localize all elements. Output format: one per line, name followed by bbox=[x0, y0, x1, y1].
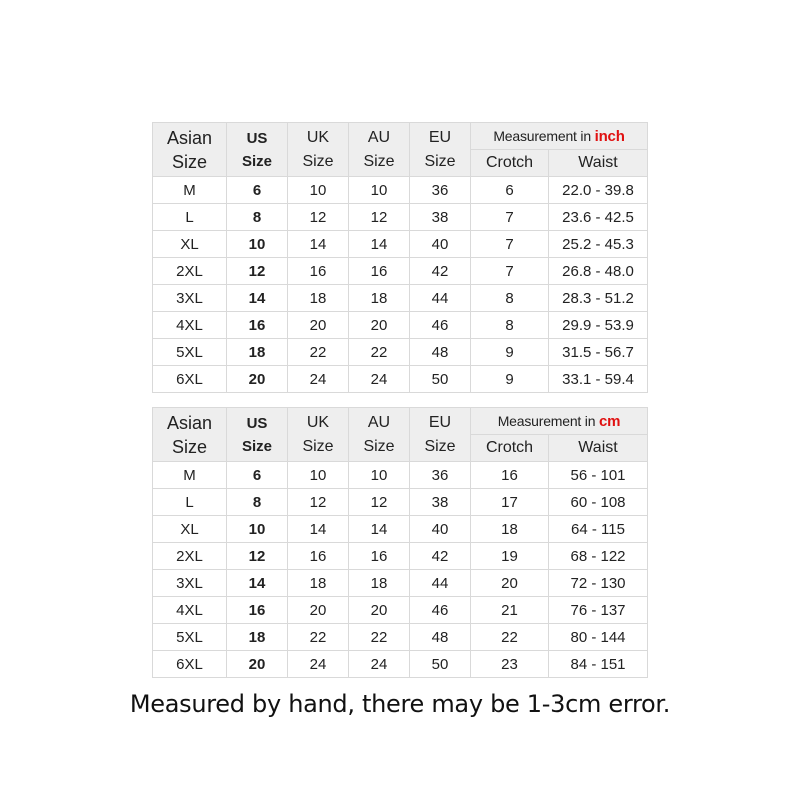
waist-cell: 56 - 101 bbox=[549, 462, 648, 489]
eu-size-cell: 36 bbox=[410, 177, 471, 204]
header-line2: Size bbox=[363, 437, 395, 455]
us-size-cell: 18 bbox=[227, 339, 288, 366]
table-row bbox=[153, 597, 648, 624]
au-size-cell: 22 bbox=[349, 624, 410, 651]
uk-size-cell: 16 bbox=[288, 543, 349, 570]
eu-size-cell: 48 bbox=[410, 339, 471, 366]
crotch-cell: 22 bbox=[471, 624, 549, 651]
uk-size-cell: 24 bbox=[288, 651, 349, 678]
table-row bbox=[153, 231, 648, 258]
table-row bbox=[153, 570, 648, 597]
au-size-cell: 16 bbox=[349, 258, 410, 285]
header-line1: Asian bbox=[166, 412, 213, 433]
asian-size-cell: 2XL bbox=[153, 543, 227, 570]
us-size-cell: 20 bbox=[227, 651, 288, 678]
table-row bbox=[153, 489, 648, 516]
table-row bbox=[153, 258, 648, 285]
waist-cell: 80 - 144 bbox=[549, 624, 648, 651]
eu-size-cell: 40 bbox=[410, 231, 471, 258]
uk-size-cell: 20 bbox=[288, 597, 349, 624]
asian-size-cell: 6XL bbox=[153, 366, 227, 393]
asian-size-cell: 6XL bbox=[153, 651, 227, 678]
crotch-header: Crotch bbox=[471, 150, 549, 177]
au-size-cell: 14 bbox=[349, 231, 410, 258]
table-row bbox=[153, 204, 648, 231]
asian-size-header bbox=[153, 408, 227, 462]
asian-size-cell: 5XL bbox=[153, 624, 227, 651]
crotch-cell: 18 bbox=[471, 516, 549, 543]
crotch-cell: 8 bbox=[471, 312, 549, 339]
us-size-cell: 16 bbox=[227, 597, 288, 624]
waist-cell: 84 - 151 bbox=[549, 651, 648, 678]
waist-cell: 68 - 122 bbox=[549, 543, 648, 570]
uk-size-cell: 16 bbox=[288, 258, 349, 285]
waist-cell: 25.2 - 45.3 bbox=[549, 231, 648, 258]
header-line2: Size bbox=[302, 437, 334, 455]
header-row bbox=[153, 123, 648, 150]
table-row bbox=[153, 543, 648, 570]
waist-cell: 22.0 - 39.8 bbox=[549, 177, 648, 204]
crotch-cell: 9 bbox=[471, 366, 549, 393]
au-size-cell: 20 bbox=[349, 312, 410, 339]
eu-size-cell: 44 bbox=[410, 285, 471, 312]
us-size-header bbox=[227, 123, 288, 177]
waist-cell: 33.1 - 59.4 bbox=[549, 366, 648, 393]
waist-cell: 60 - 108 bbox=[549, 489, 648, 516]
us-size-cell: 12 bbox=[227, 258, 288, 285]
crotch-cell: 9 bbox=[471, 339, 549, 366]
au-size-cell: 14 bbox=[349, 516, 410, 543]
measurement-unit: inch bbox=[594, 127, 625, 145]
table-row bbox=[153, 624, 648, 651]
header-line2: Size bbox=[424, 437, 456, 455]
uk-size-header bbox=[288, 123, 349, 177]
uk-size-cell: 22 bbox=[288, 339, 349, 366]
us-size-cell: 14 bbox=[227, 285, 288, 312]
uk-size-cell: 12 bbox=[288, 489, 349, 516]
au-size-header bbox=[349, 123, 410, 177]
uk-size-cell: 18 bbox=[288, 285, 349, 312]
uk-size-cell: 18 bbox=[288, 570, 349, 597]
header-line2: Size bbox=[241, 152, 272, 170]
asian-size-cell: 3XL bbox=[153, 570, 227, 597]
crotch-cell: 8 bbox=[471, 285, 549, 312]
measurement-prefix: Measurement in bbox=[493, 127, 591, 144]
asian-size-header bbox=[153, 123, 227, 177]
eu-size-cell: 48 bbox=[410, 624, 471, 651]
us-size-header bbox=[227, 408, 288, 462]
us-size-cell: 12 bbox=[227, 543, 288, 570]
eu-size-cell: 50 bbox=[410, 651, 471, 678]
eu-size-header bbox=[410, 408, 471, 462]
header-line1: UK bbox=[306, 128, 330, 146]
header-line2: Size bbox=[171, 151, 207, 172]
table-row bbox=[153, 285, 648, 312]
au-size-cell: 10 bbox=[349, 462, 410, 489]
crotch-cell: 7 bbox=[471, 231, 549, 258]
asian-size-cell: 4XL bbox=[153, 597, 227, 624]
header-line1: US bbox=[246, 129, 268, 147]
table-row bbox=[153, 312, 648, 339]
eu-size-cell: 46 bbox=[410, 597, 471, 624]
waist-cell: 76 - 137 bbox=[549, 597, 648, 624]
table-row bbox=[153, 366, 648, 393]
header-line2: Size bbox=[424, 152, 456, 170]
header-line1: AU bbox=[367, 413, 391, 431]
au-size-cell: 24 bbox=[349, 651, 410, 678]
us-size-cell: 8 bbox=[227, 489, 288, 516]
uk-size-cell: 14 bbox=[288, 231, 349, 258]
us-size-cell: 6 bbox=[227, 462, 288, 489]
header-line2: Size bbox=[302, 152, 334, 170]
table-row bbox=[153, 177, 648, 204]
asian-size-cell: L bbox=[153, 204, 227, 231]
table-row bbox=[153, 516, 648, 543]
eu-size-cell: 42 bbox=[410, 543, 471, 570]
crotch-cell: 6 bbox=[471, 177, 549, 204]
asian-size-cell: M bbox=[153, 177, 227, 204]
asian-size-cell: XL bbox=[153, 231, 227, 258]
us-size-cell: 18 bbox=[227, 624, 288, 651]
au-size-cell: 18 bbox=[349, 285, 410, 312]
asian-size-cell: 3XL bbox=[153, 285, 227, 312]
uk-size-cell: 22 bbox=[288, 624, 349, 651]
eu-size-cell: 40 bbox=[410, 516, 471, 543]
au-size-cell: 12 bbox=[349, 204, 410, 231]
uk-size-cell: 10 bbox=[288, 177, 349, 204]
eu-size-cell: 38 bbox=[410, 204, 471, 231]
crotch-cell: 17 bbox=[471, 489, 549, 516]
size-chart-inch bbox=[152, 122, 648, 393]
asian-size-cell: 4XL bbox=[153, 312, 227, 339]
header-line1: AU bbox=[367, 128, 391, 146]
crotch-header: Crotch bbox=[471, 435, 549, 462]
waist-cell: 31.5 - 56.7 bbox=[549, 339, 648, 366]
header-line1: Asian bbox=[166, 127, 213, 148]
header-line1: UK bbox=[306, 413, 330, 431]
au-size-header bbox=[349, 408, 410, 462]
us-size-cell: 6 bbox=[227, 177, 288, 204]
table-row bbox=[153, 462, 648, 489]
au-size-cell: 12 bbox=[349, 489, 410, 516]
eu-size-cell: 42 bbox=[410, 258, 471, 285]
eu-size-cell: 36 bbox=[410, 462, 471, 489]
uk-size-cell: 10 bbox=[288, 462, 349, 489]
au-size-cell: 22 bbox=[349, 339, 410, 366]
uk-size-header bbox=[288, 408, 349, 462]
table-row bbox=[153, 339, 648, 366]
header-line2: Size bbox=[363, 152, 395, 170]
eu-size-cell: 46 bbox=[410, 312, 471, 339]
header-line1: EU bbox=[428, 128, 452, 146]
header-row bbox=[153, 408, 648, 435]
au-size-cell: 16 bbox=[349, 543, 410, 570]
au-size-cell: 20 bbox=[349, 597, 410, 624]
measurement-header bbox=[471, 123, 648, 150]
table-body bbox=[153, 123, 648, 393]
measurement-unit: cm bbox=[599, 412, 621, 430]
crotch-cell: 19 bbox=[471, 543, 549, 570]
waist-cell: 72 - 130 bbox=[549, 570, 648, 597]
us-size-cell: 14 bbox=[227, 570, 288, 597]
crotch-cell: 7 bbox=[471, 258, 549, 285]
uk-size-cell: 20 bbox=[288, 312, 349, 339]
asian-size-cell: L bbox=[153, 489, 227, 516]
waist-cell: 26.8 - 48.0 bbox=[549, 258, 648, 285]
eu-size-cell: 50 bbox=[410, 366, 471, 393]
waist-cell: 23.6 - 42.5 bbox=[549, 204, 648, 231]
eu-size-cell: 44 bbox=[410, 570, 471, 597]
header-line1: US bbox=[246, 414, 268, 432]
size-chart-cm bbox=[152, 407, 648, 678]
measurement-prefix: Measurement in bbox=[497, 412, 596, 429]
waist-header: Waist bbox=[549, 150, 648, 177]
measurement-header bbox=[471, 408, 648, 435]
us-size-cell: 10 bbox=[227, 516, 288, 543]
au-size-cell: 10 bbox=[349, 177, 410, 204]
table-row bbox=[153, 651, 648, 678]
waist-cell: 29.9 - 53.9 bbox=[549, 312, 648, 339]
header-line2: Size bbox=[241, 437, 272, 455]
crotch-cell: 16 bbox=[471, 462, 549, 489]
header-line2: Size bbox=[171, 436, 207, 457]
au-size-cell: 24 bbox=[349, 366, 410, 393]
crotch-cell: 7 bbox=[471, 204, 549, 231]
us-size-cell: 8 bbox=[227, 204, 288, 231]
table-body bbox=[153, 408, 648, 678]
crotch-cell: 20 bbox=[471, 570, 549, 597]
waist-header: Waist bbox=[549, 435, 648, 462]
uk-size-cell: 14 bbox=[288, 516, 349, 543]
waist-cell: 64 - 115 bbox=[549, 516, 648, 543]
eu-size-header bbox=[410, 123, 471, 177]
uk-size-cell: 12 bbox=[288, 204, 349, 231]
us-size-cell: 20 bbox=[227, 366, 288, 393]
au-size-cell: 18 bbox=[349, 570, 410, 597]
us-size-cell: 10 bbox=[227, 231, 288, 258]
asian-size-cell: 2XL bbox=[153, 258, 227, 285]
us-size-cell: 16 bbox=[227, 312, 288, 339]
header-line1: EU bbox=[428, 413, 452, 431]
crotch-cell: 21 bbox=[471, 597, 549, 624]
waist-cell: 28.3 - 51.2 bbox=[549, 285, 648, 312]
crotch-cell: 23 bbox=[471, 651, 549, 678]
eu-size-cell: 38 bbox=[410, 489, 471, 516]
measurement-note: Measured by hand, there may be 1-3cm error. bbox=[129, 690, 671, 718]
uk-size-cell: 24 bbox=[288, 366, 349, 393]
asian-size-cell: M bbox=[153, 462, 227, 489]
asian-size-cell: XL bbox=[153, 516, 227, 543]
asian-size-cell: 5XL bbox=[153, 339, 227, 366]
